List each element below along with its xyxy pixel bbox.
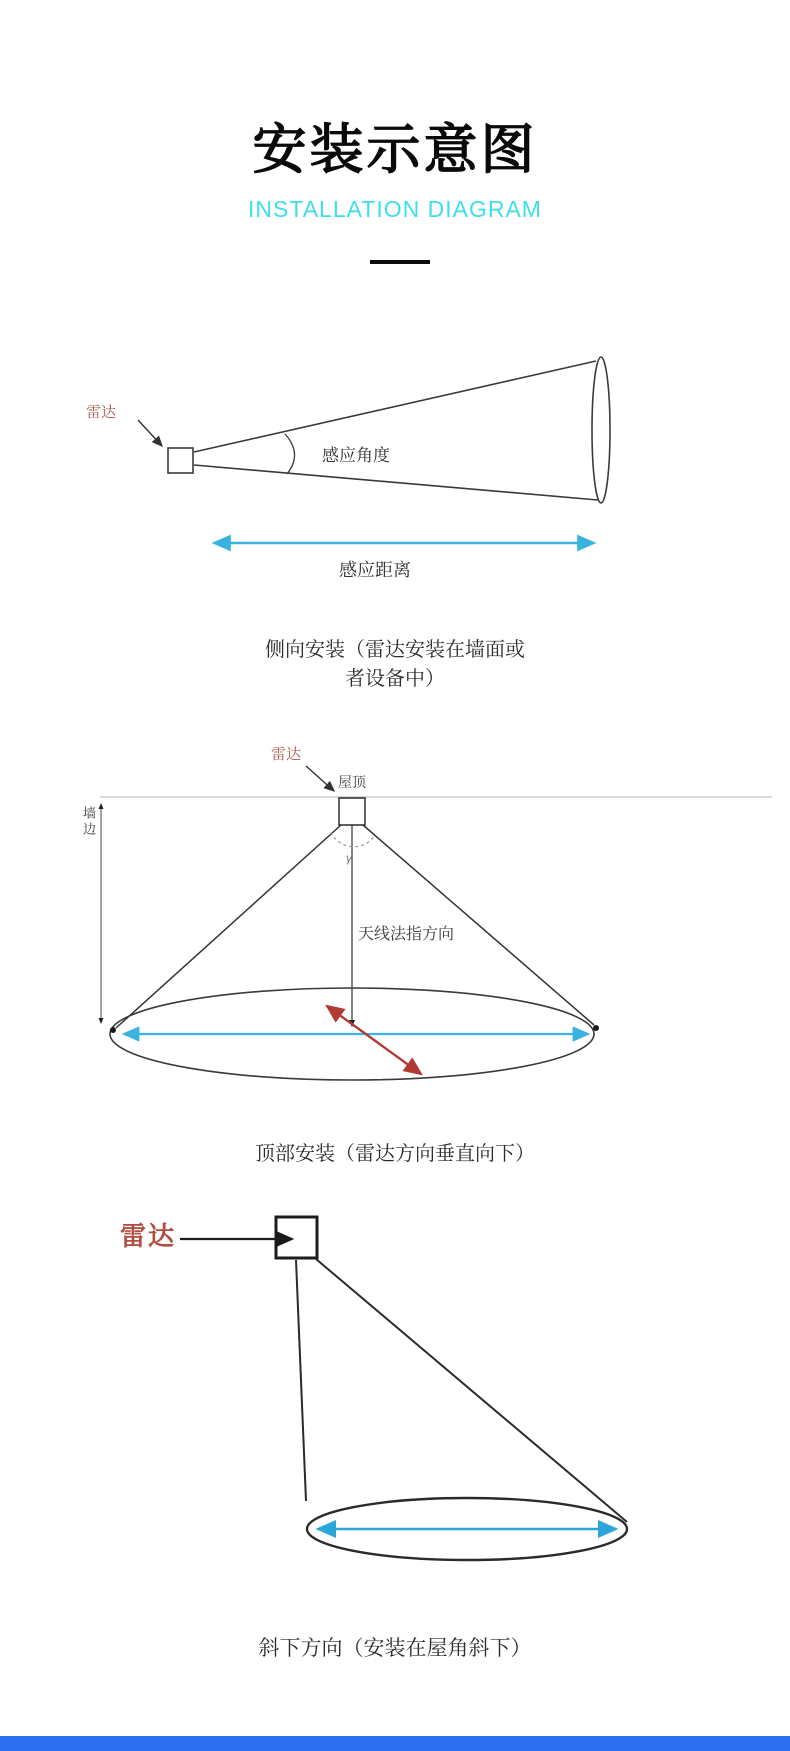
- sensing-cone: [296, 1259, 627, 1560]
- caption-side-line1: 侧向安装（雷达安装在墙面或: [265, 639, 525, 661]
- footer-blue-bar: [0, 1736, 790, 1751]
- radar-label-side: 雷达: [86, 404, 117, 421]
- antenna-direction-label: 天线法指方向: [358, 926, 455, 943]
- radar-orientation-arrow: [327, 1006, 421, 1074]
- radar-square-icon: [339, 798, 365, 825]
- sensing-cone: [110, 825, 599, 1080]
- title-divider: [370, 260, 430, 264]
- sensing-cone: [194, 357, 610, 503]
- sensing-distance-label: 感应距离: [339, 560, 411, 580]
- page-subtitle: INSTALLATION DIAGRAM: [248, 196, 542, 222]
- radar-label-diagonal: 雷达: [120, 1221, 177, 1251]
- radar-label-top: 雷达: [271, 746, 302, 763]
- caption-diagonal-mount: 斜下方向（安装在屋角斜下）: [258, 1637, 532, 1660]
- caption-top-mount: 顶部安装（雷达方向垂直向下）: [255, 1143, 535, 1165]
- sensing-angle-label: 感应角度: [322, 446, 390, 465]
- diagram-side-mount: [0, 280, 790, 580]
- diagram-top-mount: [0, 740, 790, 1100]
- angle-arc-dashed: [331, 832, 375, 847]
- radar-square-icon: [276, 1217, 317, 1258]
- radar-pointer-arrow: [306, 766, 334, 791]
- roof-label: 屋顶: [338, 774, 366, 790]
- page-title: 安装示意图: [252, 120, 538, 180]
- radar-square-icon: [168, 448, 193, 473]
- radar-pointer-arrow: [138, 420, 162, 446]
- caption-side-line2: 者设备中）: [345, 668, 445, 690]
- angle-arc: [285, 434, 295, 474]
- angle-symbol-label: γ: [346, 851, 352, 865]
- diagram-diagonal-mount: [0, 1180, 790, 1580]
- wall-edge-label: 墙边: [80, 806, 96, 838]
- caption-side-mount: [0, 636, 790, 694]
